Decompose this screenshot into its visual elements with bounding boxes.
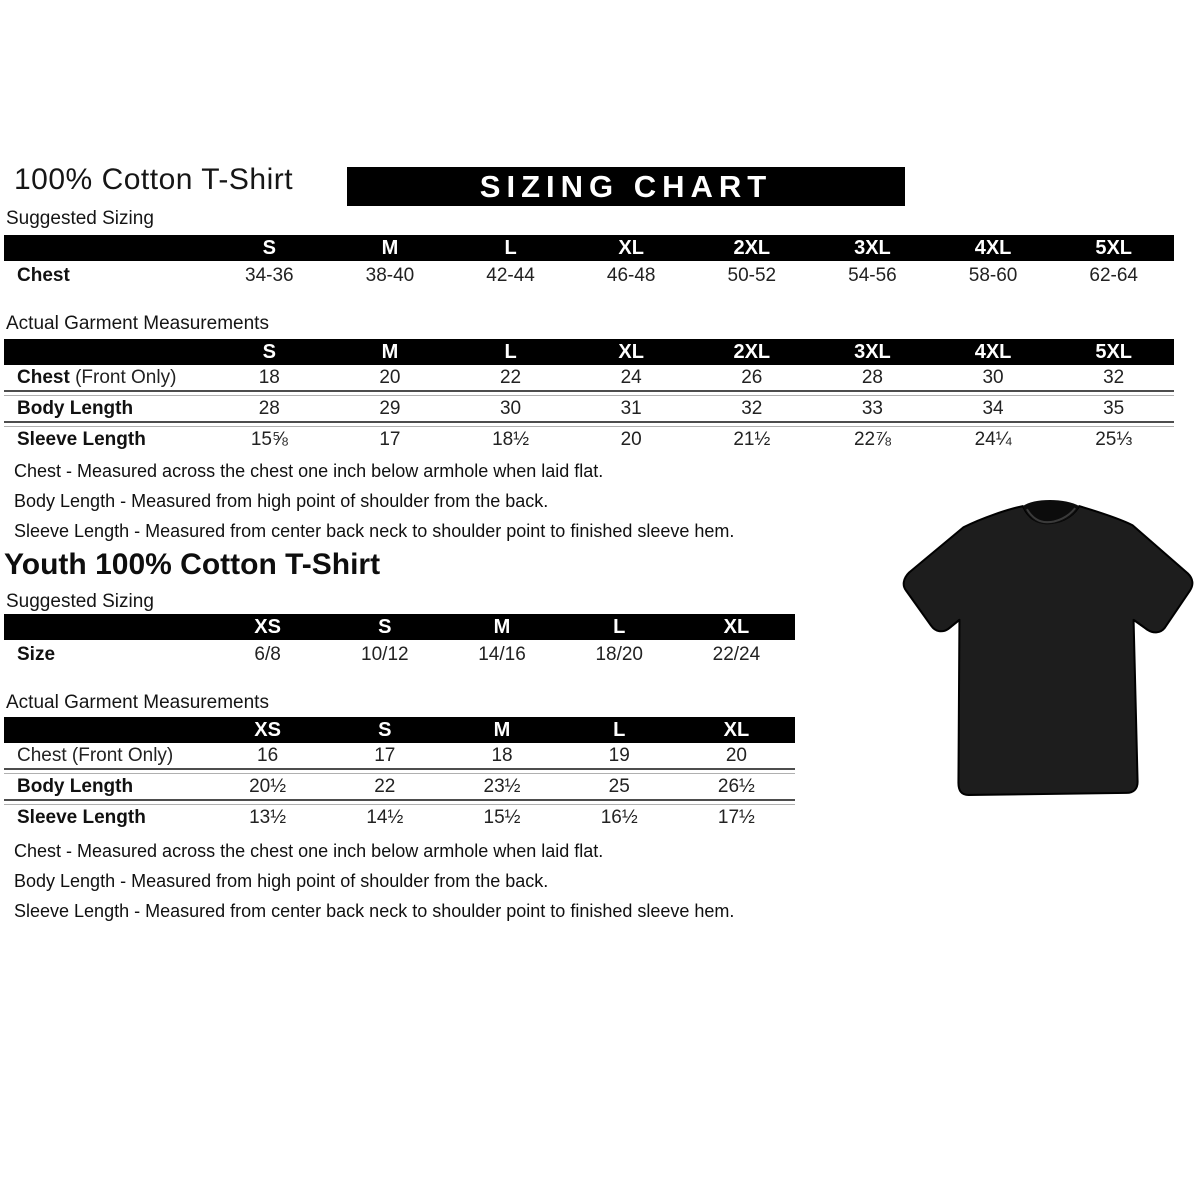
youth-measurements-table xyxy=(4,717,795,830)
table-cell: 28 xyxy=(258,397,280,419)
table-cell: 58-60 xyxy=(968,265,1018,286)
table-cell: 24 xyxy=(620,366,642,388)
note-line: Chest - Measured across the chest one inch below armhole when laid flat. xyxy=(14,461,604,481)
youth-suggested-sizing-table xyxy=(4,614,795,670)
table-cell: 20½ xyxy=(249,775,287,797)
note-line: Body Length - Measured from high point of shoulder from the back. xyxy=(14,871,549,891)
table-header-row xyxy=(4,614,795,640)
table-row xyxy=(4,640,795,670)
column-header: XL xyxy=(618,340,644,363)
table-row xyxy=(4,743,795,768)
row-label: Sleeve Length xyxy=(17,428,146,450)
column-header: 5XL xyxy=(1095,340,1133,363)
table-header-row xyxy=(4,717,795,743)
column-header: L xyxy=(613,615,626,638)
table-header-row xyxy=(4,235,1174,261)
table-cell: 19 xyxy=(608,744,630,766)
table-cell: 29 xyxy=(379,397,401,419)
column-header: 3XL xyxy=(854,340,891,363)
row-label: Body Length xyxy=(17,397,134,419)
table-cell: 16½ xyxy=(600,806,638,828)
black-tshirt-image xyxy=(893,492,1199,804)
table-cell: 16 xyxy=(257,744,279,766)
table-cell: 42-44 xyxy=(486,265,535,286)
table-header-row xyxy=(4,339,1174,365)
column-header: M xyxy=(493,615,511,638)
column-header: 2XL xyxy=(733,236,771,259)
column-header: 2XL xyxy=(733,340,771,363)
table-cell: 23½ xyxy=(483,775,521,797)
adult-measurement-notes xyxy=(14,456,734,546)
row-label: Chest (Front Only) xyxy=(17,744,174,766)
table-cell: 25 xyxy=(608,775,630,797)
youth-measurement-notes xyxy=(14,836,734,926)
column-header: 5XL xyxy=(1095,236,1133,259)
table-cell: 46-48 xyxy=(606,265,656,286)
table-cell: 17½ xyxy=(717,806,755,828)
column-header: 4XL xyxy=(974,340,1012,363)
table-cell: 14/16 xyxy=(478,644,526,665)
table-cell: 24¼ xyxy=(974,428,1012,450)
table-cell: 20 xyxy=(725,744,747,766)
column-header: XL xyxy=(618,236,644,259)
table-cell: 35 xyxy=(1103,397,1125,419)
table-cell: 31 xyxy=(620,397,642,419)
adult-section-title: 100% Cotton T-Shirt xyxy=(14,163,294,196)
table-cell: 62-64 xyxy=(1089,265,1138,286)
table-cell: 21½ xyxy=(733,428,771,450)
column-header: L xyxy=(504,236,517,259)
column-header: S xyxy=(262,236,276,259)
adult-measurements-table xyxy=(4,339,1174,452)
column-header: XL xyxy=(723,718,750,741)
row-label: Sleeve Length xyxy=(17,806,146,828)
column-header: S xyxy=(378,615,392,638)
table-cell: 22 xyxy=(499,366,522,388)
youth-suggested-sizing-label: Suggested Sizing xyxy=(6,591,154,612)
table-row xyxy=(4,774,795,799)
row-label-suffix: (Front Only) xyxy=(69,366,177,388)
row-label xyxy=(4,367,209,389)
column-header: M xyxy=(493,718,511,741)
table-cell: 32 xyxy=(741,397,763,419)
column-header: L xyxy=(504,340,517,363)
table-cell: 20 xyxy=(620,428,642,450)
table-cell: 22/24 xyxy=(712,644,761,665)
note-line: Sleeve Length - Measured from center back neck to shoulder point to finished sleeve hem. xyxy=(14,521,735,541)
row-label: Chest xyxy=(17,265,70,286)
adult-suggested-sizing-table xyxy=(4,235,1174,291)
table-row xyxy=(4,261,1174,291)
sizing-chart-banner: SIZING CHART xyxy=(347,167,905,206)
table-cell: 34 xyxy=(982,397,1004,419)
row-label: Size xyxy=(17,644,56,665)
column-header: S xyxy=(262,340,276,363)
table-cell: 28 xyxy=(861,366,883,388)
table-row xyxy=(4,805,795,830)
note-line: Body Length - Measured from high point of shoulder from the back. xyxy=(14,491,549,511)
table-cell: 33 xyxy=(861,397,883,419)
column-header: 3XL xyxy=(854,236,891,259)
column-header: M xyxy=(381,340,399,363)
row-label: Body Length xyxy=(17,775,134,797)
table-cell: 6/8 xyxy=(254,644,281,665)
column-header: L xyxy=(613,718,626,741)
youth-measurements-label: Actual Garment Measurements xyxy=(6,692,269,713)
table-cell: 30 xyxy=(982,366,1004,388)
table-cell: 10/12 xyxy=(361,644,409,665)
table-cell: 18 xyxy=(491,744,513,766)
adult-measurements-label: Actual Garment Measurements xyxy=(6,313,269,334)
note-line: Sleeve Length - Measured from center back neck to shoulder point to finished sleeve hem. xyxy=(14,901,735,921)
table-cell: 54-56 xyxy=(848,265,897,286)
column-header: XS xyxy=(254,615,281,638)
table-cell: 15½ xyxy=(483,806,521,828)
table-cell: 20 xyxy=(379,366,401,388)
table-cell: 17 xyxy=(374,744,396,766)
column-header: 4XL xyxy=(974,236,1012,259)
table-cell: 26 xyxy=(741,366,763,388)
column-header: XS xyxy=(254,718,281,741)
youth-section-title: Youth 100% Cotton T-Shirt xyxy=(4,548,381,581)
row-label-main: Chest xyxy=(17,366,70,388)
table-cell: 18/20 xyxy=(595,644,643,665)
table-row xyxy=(4,365,1174,390)
table-cell: 22⅞ xyxy=(853,428,891,450)
column-header: M xyxy=(381,236,399,259)
table-cell: 34-36 xyxy=(245,265,294,286)
table-cell: 13½ xyxy=(249,806,287,828)
table-cell: 18 xyxy=(258,366,280,388)
table-cell: 38-40 xyxy=(365,265,415,286)
table-cell: 22 xyxy=(374,775,396,797)
table-cell: 17 xyxy=(379,428,401,450)
table-cell: 32 xyxy=(1103,366,1125,388)
table-cell: 15⅝ xyxy=(250,428,288,450)
adult-suggested-sizing-label: Suggested Sizing xyxy=(6,208,154,229)
column-header: XL xyxy=(723,615,750,638)
table-cell: 26½ xyxy=(717,775,755,797)
column-header: S xyxy=(378,718,392,741)
table-cell: 30 xyxy=(499,397,522,419)
table-cell: 14½ xyxy=(366,806,404,828)
table-cell: 50-52 xyxy=(727,265,777,286)
table-row xyxy=(4,427,1174,452)
note-line: Chest - Measured across the chest one inch below armhole when laid flat. xyxy=(14,841,604,861)
table-cell: 18½ xyxy=(492,428,530,450)
table-cell: 25⅓ xyxy=(1095,428,1133,450)
table-row xyxy=(4,396,1174,421)
